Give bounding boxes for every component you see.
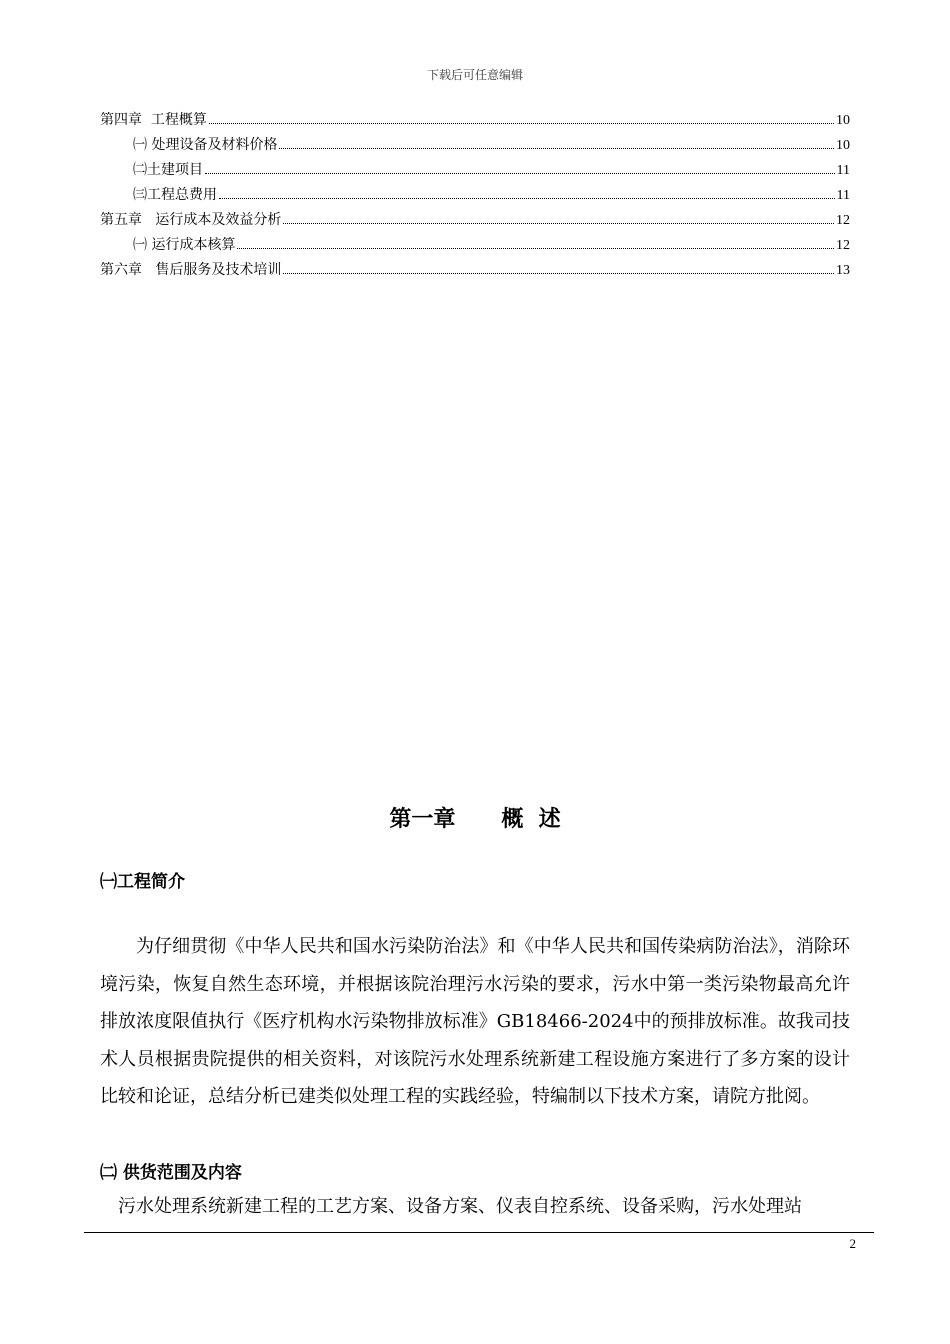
chapter-title: 第一章 概 述 [389,807,561,832]
toc-entry[interactable] [100,108,850,133]
section-heading-project-intro: ㈠工程简介 [100,872,185,892]
toc-entry-page: 12 [836,213,850,228]
section-heading-supply-scope: ㈡ 供货范围及内容 [100,1163,242,1183]
toc-entry[interactable] [100,258,850,283]
toc-entry[interactable] [100,133,850,158]
project-intro-paragraph: 为仔细贯彻《中华人民共和国水污染防治法》和《中华人民共和国传染病防治法》，消除环境污染，恢复自然生态环境，并根据该院治理污水污染的要求，污水中第一类污染物最高允许排放浓度限值执行《医疗机构水污染物排放标准》GB18466-2024中的预排放标准。故我司技术人员根据贵院提供的相关资料，对该院污水处理系统新建工程设施方案进行了多方案的设计比较和论证，总结分析已建类似处理工程的实践经验，特编制以下技术方案，请院方批阅。 [100,936,850,1107]
toc-entry[interactable] [100,183,850,208]
page-number: 2 [849,1236,856,1251]
toc-entry-title: ㈠ 处理设备及材料价格 [133,137,278,153]
toc-entry-title: 第六章 售后服务及技术培训 [100,262,282,278]
table-of-contents [100,108,850,283]
toc-entry-title: ㈠ 运行成本核算 [133,237,236,253]
header-note: 下载后可任意编辑 [426,68,523,82]
toc-dot-leader [283,273,834,274]
toc-entry-title: 第五章 运行成本及效益分析 [100,212,282,228]
toc-entry-page: 12 [836,238,850,253]
toc-entry-title: ㈡土建项目 [133,162,203,178]
toc-dot-leader [219,198,835,199]
toc-entry-page: 10 [836,113,850,128]
footer-divider [84,1232,874,1233]
toc-entry-title: ㈢工程总费用 [133,187,217,203]
toc-dot-leader [205,173,835,174]
toc-entry-title: 第四章 工程概算 [100,112,207,128]
toc-entry[interactable] [100,158,850,183]
toc-entry-page: 10 [836,138,850,153]
toc-dot-leader [283,223,834,224]
toc-dot-leader [279,148,834,149]
toc-entry[interactable] [100,233,850,258]
toc-entry-page: 11 [836,188,850,203]
toc-entry-page: 11 [836,163,850,178]
supply-scope-paragraph: 污水处理系统新建工程的工艺方案、设备方案、仪表自控系统、设备采购，污水处理站 [118,1196,802,1217]
toc-entry[interactable] [100,208,850,233]
toc-dot-leader [209,123,834,124]
toc-dot-leader [237,248,834,249]
toc-entry-page: 13 [836,263,850,278]
